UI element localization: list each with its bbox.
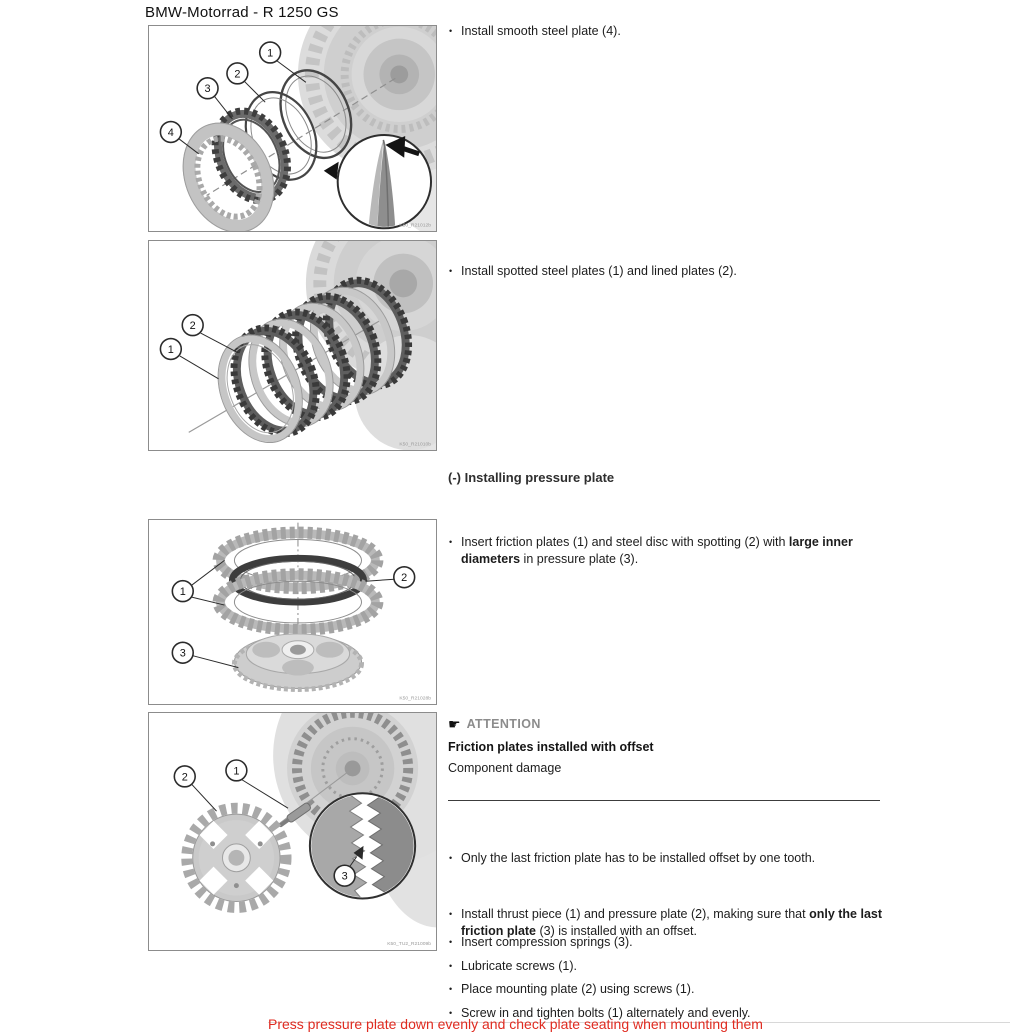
step-text: Install spotted steel plates (1) and lined plates (2). [461,264,737,278]
callout-1 [226,760,247,781]
inset-pointer [324,162,339,180]
step-install-spotted [448,263,1024,280]
callout-1 [260,42,281,63]
svg-text:1: 1 [179,586,186,599]
attention-header [448,717,1014,731]
pressure-plate-hub [234,634,361,690]
callout-2 [227,63,248,84]
callout-4 [160,122,181,143]
figure-plate-stack [148,240,437,451]
step-text: Insert friction plates (1) and steel disc with spotting (2) with [461,535,789,549]
callout-1 [160,339,181,360]
callout-2 [394,567,415,588]
step-text: Lubricate screws (1). [461,958,578,973]
svg-text:1: 1 [267,47,274,60]
callout-1 [172,581,193,602]
attention-label: ATTENTION [466,717,541,731]
step-lubricate-screws [448,958,1014,975]
clutch-exploded-illustration [149,26,436,231]
step-text: Place mounting plate (2) using screws (1). [461,982,695,996]
step-text: Install thrust piece (1) and pressure plate (2), making sure that [461,907,810,921]
svg-text:3: 3 [341,870,348,883]
footer-clipped-red-text[interactable]: Press pressure plate down evenly and check plate seating when mounting them [268,1016,763,1032]
step-text: Screw in and tighten bolts (1) alternately and evenly. [461,1005,751,1020]
svg-text:4: 4 [167,126,174,139]
svg-text:2: 2 [234,68,241,81]
warning-subtitle: Component damage [448,761,562,775]
thrust-piece-illustration [149,713,436,950]
step-text-bold: friction plate [461,924,537,938]
figure-thrust-piece [148,712,437,951]
pressure-plate [187,808,286,907]
svg-text:2: 2 [401,572,408,585]
figure-pressure-plate-exploded [148,519,437,705]
plate-stack-illustration [149,241,436,450]
warning-bullet [448,850,1024,867]
warning-title: Friction plates installed with offset [448,740,654,754]
step-text-bold: only the last [809,907,883,921]
bullet-marker: • [449,537,453,547]
callout-3 [172,642,193,663]
bullet-marker: • [449,937,453,947]
step-insert-friction [448,534,1024,568]
svg-text:3: 3 [179,647,186,660]
final-steps-list [448,934,1014,1028]
figure-code: K50_TU2_R21009b [387,942,432,948]
pressure-plate-illustration [149,520,436,704]
callout-2 [174,766,195,787]
svg-text:1: 1 [233,765,240,778]
svg-text:2: 2 [181,771,188,784]
step-install-smooth [448,23,1024,40]
callout-3 [197,78,218,99]
figure-code: K50_R21012b [399,223,432,229]
warning-divider [448,800,880,801]
step-text: Install smooth steel plate (4). [461,24,621,38]
pointing-hand-icon: ☛ [448,716,461,732]
bullet-marker: • [449,1007,453,1018]
svg-text:2: 2 [189,320,196,333]
figure-code: K50_R21028b [399,696,432,702]
bullet-marker: • [449,853,453,863]
bullet-marker: • [449,960,453,971]
step-place-mounting-plate [448,981,1014,998]
svg-text:1: 1 [167,343,174,356]
figure-smooth-steel-plate [148,25,437,232]
section-heading-installing-pressure-plate[interactable]: (-) Installing pressure plate [448,470,615,485]
callout-2 [182,315,203,336]
step-text-bold: large inner [788,535,853,549]
bullet-marker: • [449,984,453,994]
step-text: in pressure plate (3). [520,552,639,566]
page-title: BMW-Motorrad - R 1250 GS [145,4,339,21]
step-text-bold: diameters [461,552,521,566]
step-insert-springs [448,934,1014,951]
bullet-marker: • [449,909,453,919]
figure-code: K50_R21010b [399,442,432,448]
svg-text:3: 3 [204,83,211,96]
callout-3 [334,865,355,886]
bullet-marker: • [449,266,453,276]
step-text: Only the last friction plate has to be installed offset by one tooth. [461,851,816,865]
step-text: (3) is installed with an offset. [536,924,697,938]
bullet-marker: • [449,26,453,36]
step-text: Insert compression springs (3). [461,935,633,949]
